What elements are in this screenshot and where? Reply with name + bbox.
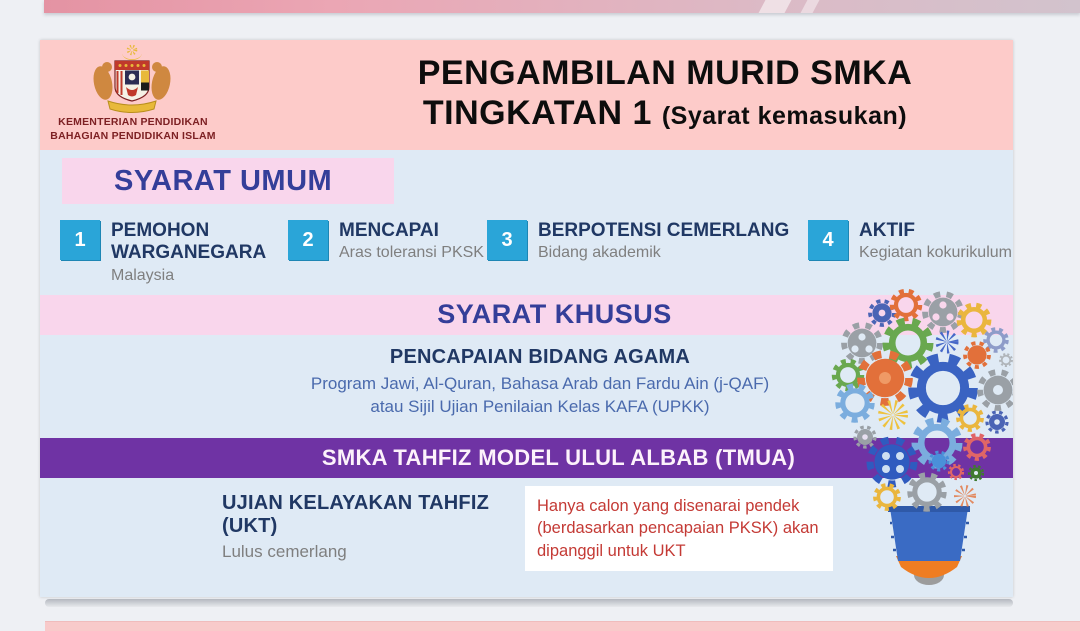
page-title-line2: TINGKATAN 1 (Syarat kemasukan) xyxy=(422,94,908,133)
page-title-line1: PENGAMBILAN MURID SMKA xyxy=(417,54,913,92)
tmua-banner-label: SMKA TAHFIZ MODEL ULUL ALBAB (TMUA) xyxy=(321,445,796,470)
agama-line2: atau Sijil Ujian Penilaian Kelas KAFA (UPKK) xyxy=(370,396,710,416)
item-subtitle: Kegiatan kokurikulum xyxy=(859,244,1012,262)
page-title xyxy=(340,53,990,133)
item-subtitle: Malaysia xyxy=(111,266,175,284)
item-subtitle: Bidang akademik xyxy=(538,244,661,262)
agama-title: PENCAPAIAN BIDANG AGAMA xyxy=(389,346,691,368)
item-number-badge: 4 xyxy=(808,220,848,260)
ukt-block xyxy=(222,492,522,562)
requirement-item-1 xyxy=(60,220,292,285)
ukt-title: UJIAN KELAYAKAN TAHFIZ (UKT) xyxy=(222,492,490,537)
slide xyxy=(40,40,1013,597)
section-heading-syarat-umum: SYARAT UMUM xyxy=(62,158,394,204)
ministry-name-line1: KEMENTERIAN PENDIDIKAN xyxy=(58,116,208,128)
previous-slide-edge xyxy=(44,0,1080,13)
item-title: PEMOHON WARGANEGARA xyxy=(111,220,267,264)
malaysia-coat-of-arms-icon xyxy=(90,43,174,115)
item-title: MENCAPAI xyxy=(339,220,439,241)
agama-block xyxy=(70,346,1010,419)
requirement-item-3 xyxy=(487,220,797,262)
ministry-name-line2: BAHAGIAN PENDIDIKAN ISLAM xyxy=(50,129,216,142)
page-title-note: (Syarat kemasukan) xyxy=(661,102,908,131)
slide-tray-bar xyxy=(45,599,1013,607)
item-number-badge: 3 xyxy=(487,220,527,260)
item-title: AKTIF xyxy=(859,220,915,241)
next-slide-edge xyxy=(45,621,1080,631)
item-title: BERPOTENSI CEMERLANG xyxy=(538,220,790,241)
requirement-item-2 xyxy=(288,220,503,262)
ukt-subtitle: Lulus cemerlang xyxy=(222,542,347,561)
header-band xyxy=(40,40,1013,150)
ukt-note-text: Hanya calon yang disenarai pendek (berdasarkan pencapaian PKSK) akan dipanggil untuk UKT xyxy=(537,497,819,560)
requirement-item-4 xyxy=(808,220,1013,262)
item-number-badge: 2 xyxy=(288,220,328,260)
item-number-badge: 1 xyxy=(60,220,100,260)
gloss-highlight xyxy=(801,0,820,13)
ukt-note-box xyxy=(525,486,833,571)
agama-line1: Program Jawi, Al-Quran, Bahasa Arab dan Fardu Ain (j-QAF) xyxy=(310,374,770,393)
gloss-highlight xyxy=(759,0,792,13)
section-heading-syarat-khusus: SYARAT KHUSUS xyxy=(40,295,1013,335)
item-subtitle: Aras toleransi PKSK xyxy=(339,244,484,262)
tmua-banner xyxy=(40,438,1013,478)
